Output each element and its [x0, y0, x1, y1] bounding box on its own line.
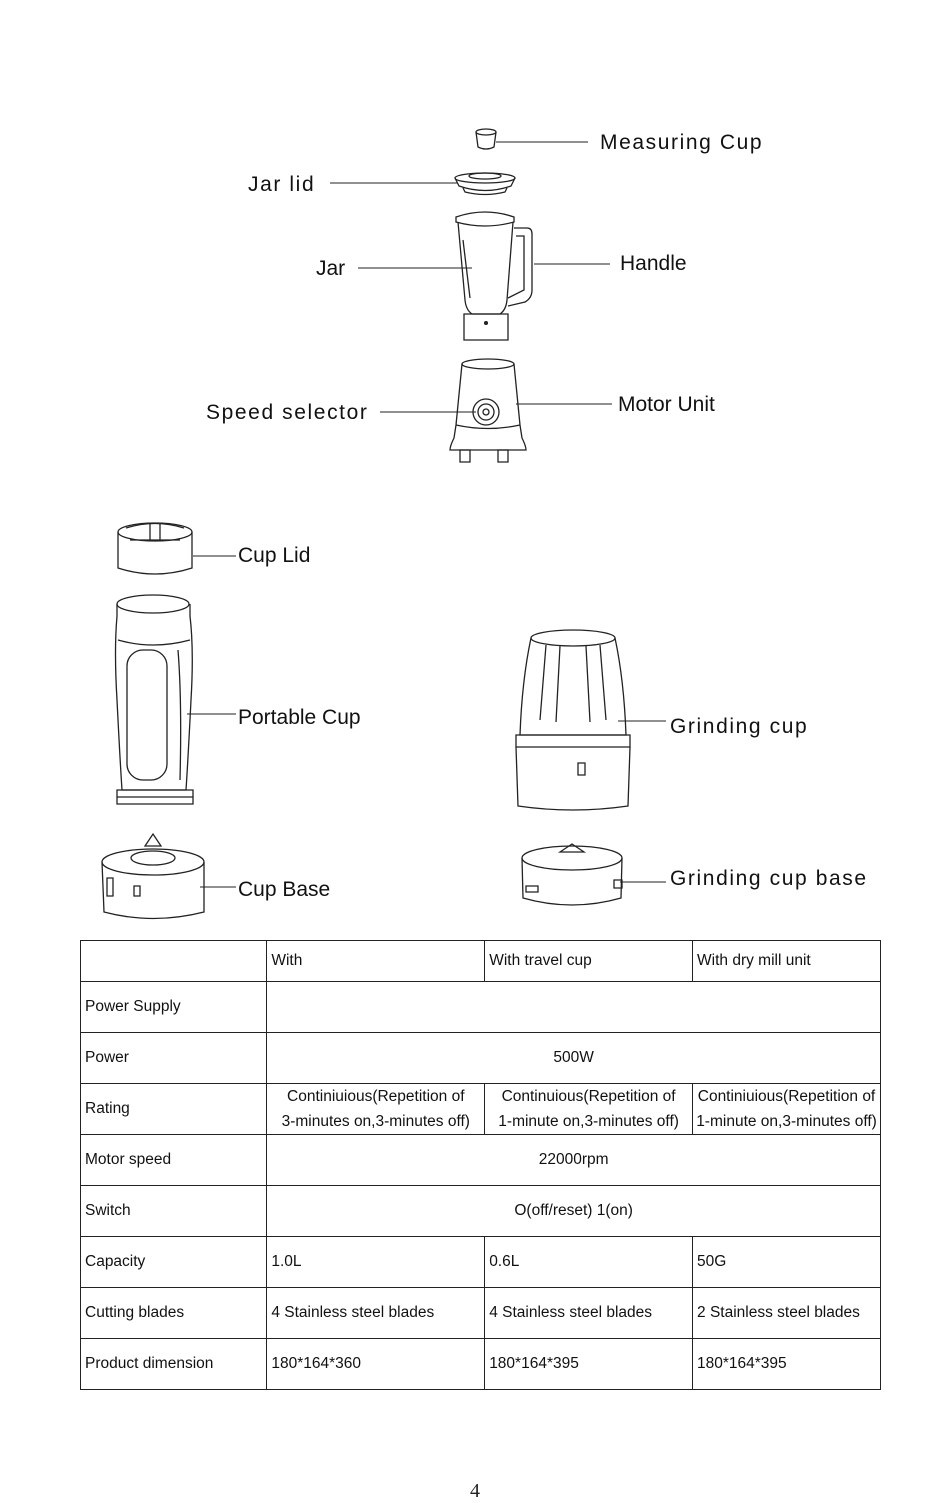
cup-lid-drawing — [118, 523, 192, 574]
label-cup-lid: Cup Lid — [238, 544, 311, 567]
row-label: Motor speed — [81, 1135, 267, 1186]
header-cell-with: With — [267, 941, 485, 982]
row-motor-speed — [81, 1135, 881, 1186]
row-rating — [81, 1084, 881, 1135]
row-cutting-blades — [81, 1288, 881, 1339]
row-label: Product dimension — [81, 1339, 267, 1390]
rating-line: 1-minute on,3-minutes off) — [498, 1113, 679, 1130]
rating-line: 3-minutes on,3-minutes off) — [281, 1113, 470, 1130]
rating-cell-travel-cup — [485, 1084, 693, 1135]
rating-cell-dry-mill — [693, 1084, 881, 1135]
jar-drawing — [456, 212, 532, 340]
label-speed-selector: Speed selector — [206, 401, 369, 424]
jar-lid-drawing — [455, 173, 515, 195]
motor-speed-value: 22000rpm — [267, 1135, 881, 1186]
row-switch — [81, 1186, 881, 1237]
leader-lines — [187, 142, 666, 887]
portable-cup-drawing — [116, 595, 194, 804]
row-label: Power — [81, 1033, 267, 1084]
label-grinding-cup-base: Grinding cup base — [670, 867, 868, 890]
rating-line: Continuious(Repetition of — [501, 1088, 676, 1105]
label-cup-base: Cup Base — [238, 878, 331, 901]
measuring-cup-drawing — [476, 129, 496, 149]
label-grinding-cup: Grinding cup — [670, 715, 809, 738]
capacity-with: 1.0L — [267, 1237, 485, 1288]
row-power-supply — [81, 982, 881, 1033]
dimension-with: 180*164*360 — [267, 1339, 485, 1390]
rating-line: Continiuious(Repetition of — [287, 1088, 465, 1105]
label-jar-lid: Jar lid — [248, 173, 316, 196]
label-handle: Handle — [620, 252, 687, 275]
label-portable-cup: Portable Cup — [238, 706, 361, 729]
rating-line: Continiuious(Repetition of — [697, 1088, 876, 1105]
blades-with: 4 Stainless steel blades — [267, 1288, 485, 1339]
page-number: 4 — [470, 1480, 480, 1502]
blades-dry-mill: 2 Stainless steel blades — [693, 1288, 881, 1339]
header-cell-dry-mill: With dry mill unit — [693, 941, 881, 982]
dimension-travel-cup: 180*164*395 — [485, 1339, 693, 1390]
row-power — [81, 1033, 881, 1084]
capacity-travel-cup: 0.6L — [485, 1237, 693, 1288]
blades-travel-cup: 4 Stainless steel blades — [485, 1288, 693, 1339]
row-capacity — [81, 1237, 881, 1288]
row-product-dimension — [81, 1339, 881, 1390]
dimension-dry-mill: 180*164*395 — [693, 1339, 881, 1390]
power-supply-value — [267, 982, 881, 1033]
row-label: Switch — [81, 1186, 267, 1237]
power-value: 500W — [267, 1033, 881, 1084]
row-label: Capacity — [81, 1237, 267, 1288]
label-jar: Jar — [316, 257, 346, 280]
row-label: Cutting blades — [81, 1288, 267, 1339]
grinding-cup-drawing — [516, 630, 630, 810]
table-header-row — [81, 941, 881, 982]
header-cell-empty — [81, 941, 267, 982]
motor-unit-drawing — [450, 359, 526, 462]
row-label: Rating — [81, 1084, 267, 1135]
rating-cell-with — [267, 1084, 485, 1135]
label-motor-unit: Motor Unit — [618, 393, 715, 416]
header-cell-travel-cup: With travel cup — [485, 941, 693, 982]
cup-base-drawing — [102, 834, 204, 919]
switch-value: O(off/reset) 1(on) — [267, 1186, 881, 1237]
capacity-dry-mill: 50G — [693, 1237, 881, 1288]
row-label: Power Supply — [81, 982, 267, 1033]
rating-line: 1-minute on,3-minutes off) — [696, 1113, 877, 1130]
grinding-cup-base-drawing — [522, 844, 622, 905]
spec-table — [80, 940, 881, 1390]
label-measuring-cup: Measuring Cup — [600, 131, 764, 154]
